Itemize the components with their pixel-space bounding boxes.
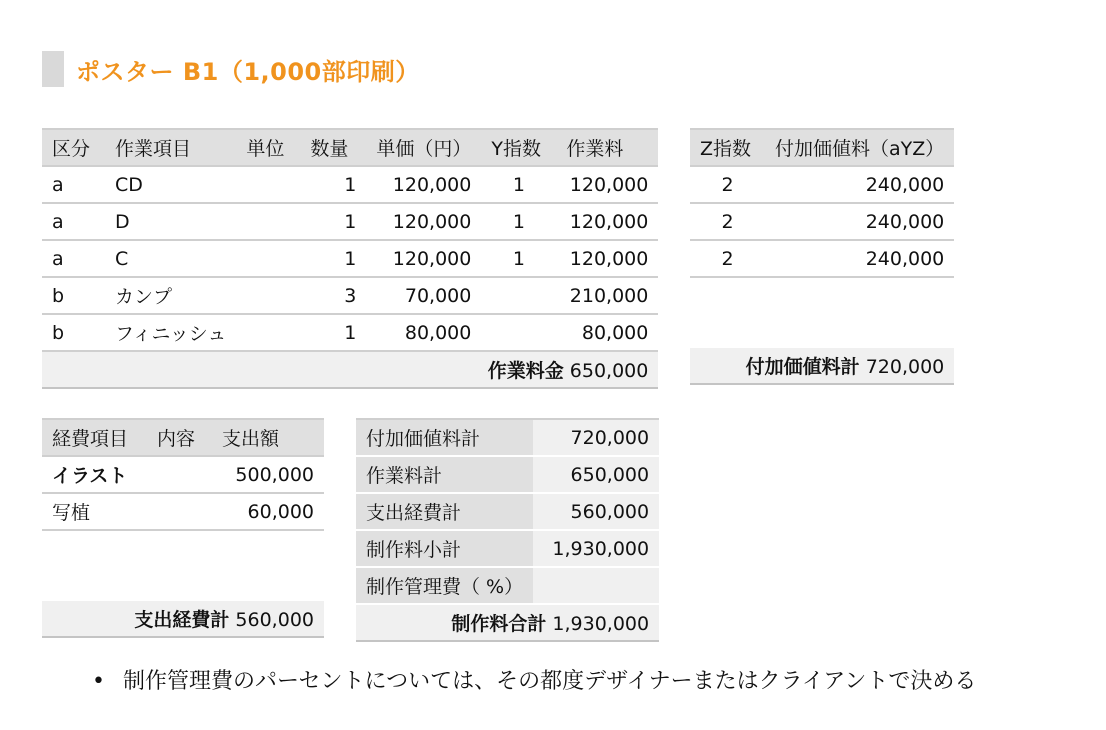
cell-value: 240,000 [765,240,954,277]
note-text: 制作管理費のパーセントについては、その都度デザイナーまたはクライアントで決める [122,669,977,694]
table-row [42,203,658,240]
title-accent-bar [42,51,64,87]
cell-z: 2 [690,240,765,277]
note [92,664,976,695]
summary-value: 650,000 [533,456,659,493]
table-row [42,493,324,530]
blank-cell [690,277,954,313]
table-row [356,493,659,530]
cell-z: 2 [690,166,765,203]
cell-y [481,314,556,351]
expense-table [42,418,324,638]
cell-price: 80,000 [366,314,481,351]
blank-row [42,530,324,566]
blank-row [690,313,954,348]
blank-row [690,277,954,313]
header-z: Z指数 [690,129,765,166]
blank-row [42,566,324,601]
cell-content [147,493,212,530]
cell-unit [236,277,300,314]
cell-qty: 1 [300,166,366,203]
cell-price: 120,000 [366,203,481,240]
cell-amount: 60,000 [212,493,324,530]
expense-table-header [42,419,324,456]
cell-z: 2 [690,203,765,240]
summary-value: 1,930,000 [533,530,659,567]
work-table-header [42,129,658,166]
cell-value: 240,000 [765,166,954,203]
value-table [690,128,954,385]
summary-label: 作業料計 [356,456,533,493]
summary-total-row [356,604,659,641]
cell-expense-item: 写植 [42,493,147,530]
value-table-header [690,129,954,166]
table-row [42,456,324,493]
blank-cell [690,313,954,348]
summary-value: 720,000 [533,419,659,456]
cell-item: カンプ [105,277,236,314]
cell-kubun: a [42,166,105,203]
header-unit: 単位 [236,129,300,166]
cell-price: 120,000 [366,166,481,203]
cell-y: 1 [481,166,556,203]
header-item: 作業項目 [105,129,236,166]
expense-total-row [42,601,324,637]
header-price: 単価（円） [366,129,481,166]
summary-label: 支出経費計 [356,493,533,530]
header-qty: 数量 [300,129,366,166]
cell-unit [236,166,300,203]
cell-y: 1 [481,240,556,277]
blank-cell [42,566,324,601]
work-total-cell [42,351,658,388]
value-total-cell [690,348,954,384]
expense-total-cell [42,601,324,637]
table-row [42,240,658,277]
cell-kubun: a [42,203,105,240]
table-row [356,419,659,456]
summary-value: 560,000 [533,493,659,530]
cell-price: 70,000 [366,277,481,314]
work-table [42,128,658,389]
cell-qty: 3 [300,277,366,314]
header-kubun: 区分 [42,129,105,166]
summary-label: 付加価値料計 [356,419,533,456]
cell-qty: 1 [300,240,366,277]
cell-item: フィニッシュ [105,314,236,351]
value-total-label: 付加価値料計 [745,356,860,378]
table-row [42,166,658,203]
cell-fee: 120,000 [556,203,658,240]
expense-total-label: 支出経費計 [134,609,230,631]
cell-item: C [105,240,236,277]
summary-label: 制作管理費（ %） [356,567,533,604]
table-row [690,203,954,240]
work-total-value: 650,000 [569,360,649,382]
table-row [356,567,659,604]
cell-value: 240,000 [765,203,954,240]
header-content: 内容 [147,419,212,456]
page-title: ポスター B1（1,000部印刷） [76,58,420,86]
header-amount: 支出額 [212,419,324,456]
table-row [690,166,954,203]
cell-y [481,277,556,314]
header-y: Y指数 [481,129,556,166]
cell-fee: 80,000 [556,314,658,351]
cell-kubun: b [42,314,105,351]
summary-total-label: 制作料合計 [451,613,547,635]
cell-price: 120,000 [366,240,481,277]
summary-value [533,567,659,604]
cell-expense-item: イラスト [42,456,147,493]
value-total-row [690,348,954,384]
cell-item: CD [105,166,236,203]
work-total-row [42,351,658,388]
cell-amount: 500,000 [212,456,324,493]
cell-content [147,456,212,493]
table-row [42,314,658,351]
cell-y: 1 [481,203,556,240]
summary-total-value: 1,930,000 [552,613,650,635]
header-expense-item: 経費項目 [42,419,147,456]
blank-cell [42,530,324,566]
table-row [356,530,659,567]
cell-item: D [105,203,236,240]
header-fee: 作業料 [556,129,658,166]
cell-kubun: b [42,277,105,314]
cell-fee: 120,000 [556,166,658,203]
summary-total-cell [356,604,659,641]
table-row [42,277,658,314]
value-total-value: 720,000 [865,356,945,378]
summary-table [356,418,659,642]
header-value: 付加価値料（aYZ） [765,129,954,166]
table-row [690,240,954,277]
expense-total-value: 560,000 [235,609,314,631]
cell-unit [236,314,300,351]
cell-fee: 120,000 [556,240,658,277]
summary-label: 制作料小計 [356,530,533,567]
cell-qty: 1 [300,314,366,351]
cell-unit [236,240,300,277]
cell-kubun: a [42,240,105,277]
cell-unit [236,203,300,240]
cell-qty: 1 [300,203,366,240]
table-row [356,456,659,493]
bullet-icon: • [92,669,105,694]
work-total-label: 作業料金 [487,360,564,382]
cell-fee: 210,000 [556,277,658,314]
